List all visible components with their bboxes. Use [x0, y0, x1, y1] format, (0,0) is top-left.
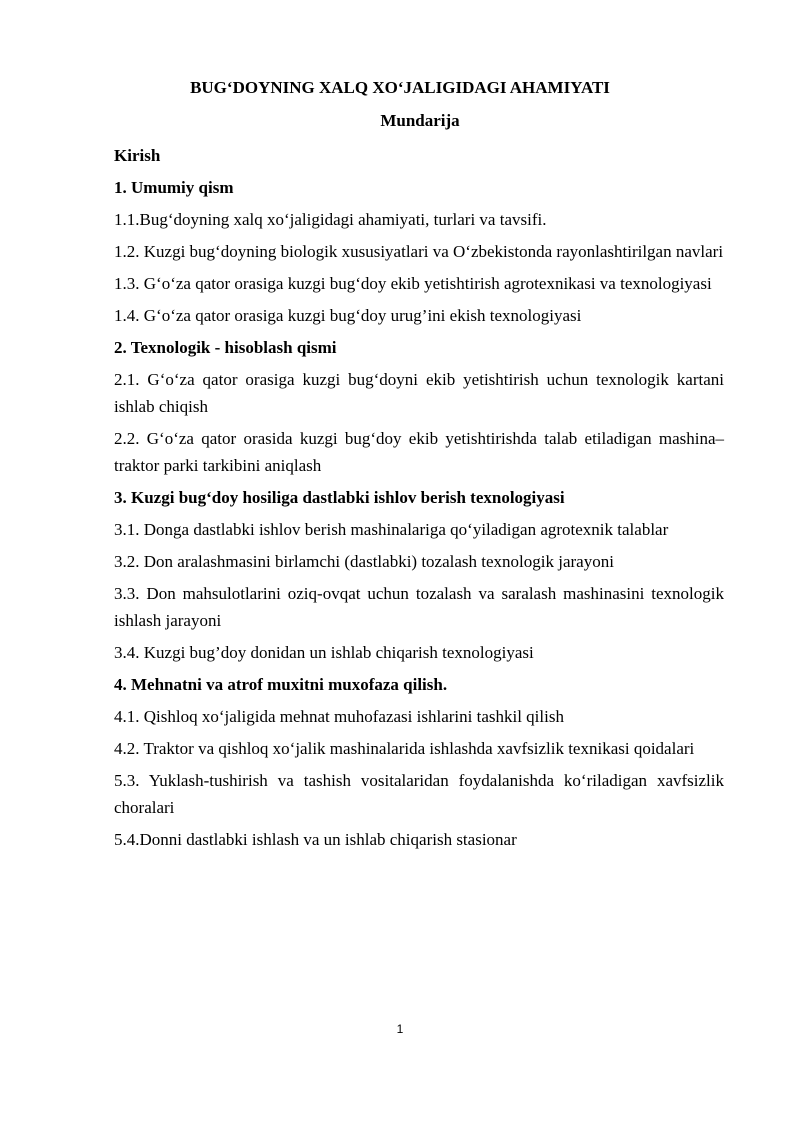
toc-entry: 2.2. G‘o‘za qator orasida kuzgi bug‘doy ekib yetishtirishda talab etiladigan mashina–traktor parki tarkibini aniqlash	[114, 429, 724, 475]
toc-entry: 2. Texnologik - hisoblash qismi	[114, 338, 337, 357]
toc-entry: 5.4.Donni dastlabki ishlash va un ishlab chiqarish stasionar	[114, 830, 517, 849]
toc-heading: Mundarija	[380, 111, 460, 130]
toc-entry: 3.3. Don mahsulotlarini oziq-ovqat uchun tozalash va saralash mashinasini texnologik ishlash jarayoni	[114, 584, 724, 630]
toc-entry: 1. Umumiy qism	[114, 178, 234, 197]
toc-entry: 1.3. G‘o‘za qator orasiga kuzgi bug‘doy ekib yetishtirish agrotexnikasi va texnologiyasi	[114, 274, 712, 293]
toc-entry: 4. Mehnatni va atrof muxitni muxofaza qilish.	[114, 675, 448, 694]
table-of-contents	[114, 142, 724, 858]
toc-entry: 3.2. Don aralashmasini birlamchi (dastlabki) tozalash texnologik jarayoni	[114, 552, 614, 571]
page-number: 1	[396, 1022, 404, 1036]
toc-entry: 3. Kuzgi bug‘doy hosiliga dastlabki ishlov berish texnologiyasi	[114, 488, 565, 507]
toc-entry: 5.3. Yuklash-tushirish va tashish vositalaridan foydalanishda ko‘riladigan xavfsizlik choralari	[114, 771, 724, 817]
toc-entry: 3.1. Donga dastlabki ishlov berish mashinalariga qo‘yiladigan agrotexnik talablar	[114, 520, 669, 539]
toc-entry: 2.1. G‘o‘za qator orasiga kuzgi bug‘doyni ekib yetishtirish uchun texnologik kartani ishlab chiqish	[114, 370, 724, 416]
toc-entry: Kirish	[114, 146, 161, 165]
toc-entry: 3.4. Kuzgi bug’doy donidan un ishlab chiqarish texnologiyasi	[114, 643, 534, 662]
toc-entry: 4.2. Traktor va qishloq xo‘jalik mashinalarida ishlashda xavfsizlik texnikasi qoidalari	[114, 739, 695, 758]
toc-entry: 1.4. G‘o‘za qator orasiga kuzgi bug‘doy urug’ini ekish texnologiyasi	[114, 306, 582, 325]
toc-entry: 1.1.Bug‘doyning xalq xo‘jaligidagi ahamiyati, turlari va tavsifi.	[114, 210, 547, 229]
toc-entry: 4.1. Qishloq xo‘jaligida mehnat muhofazasi ishlarini tashkil qilish	[114, 707, 564, 726]
document-title: BUG‘DOYNING XALQ XO‘JALIGIDAGI AHAMIYATI	[190, 78, 610, 97]
toc-entry: 1.2. Kuzgi bug‘doyning biologik xususiyatlari va O‘zbekistonda rayonlashtirilgan navlari	[114, 242, 724, 261]
